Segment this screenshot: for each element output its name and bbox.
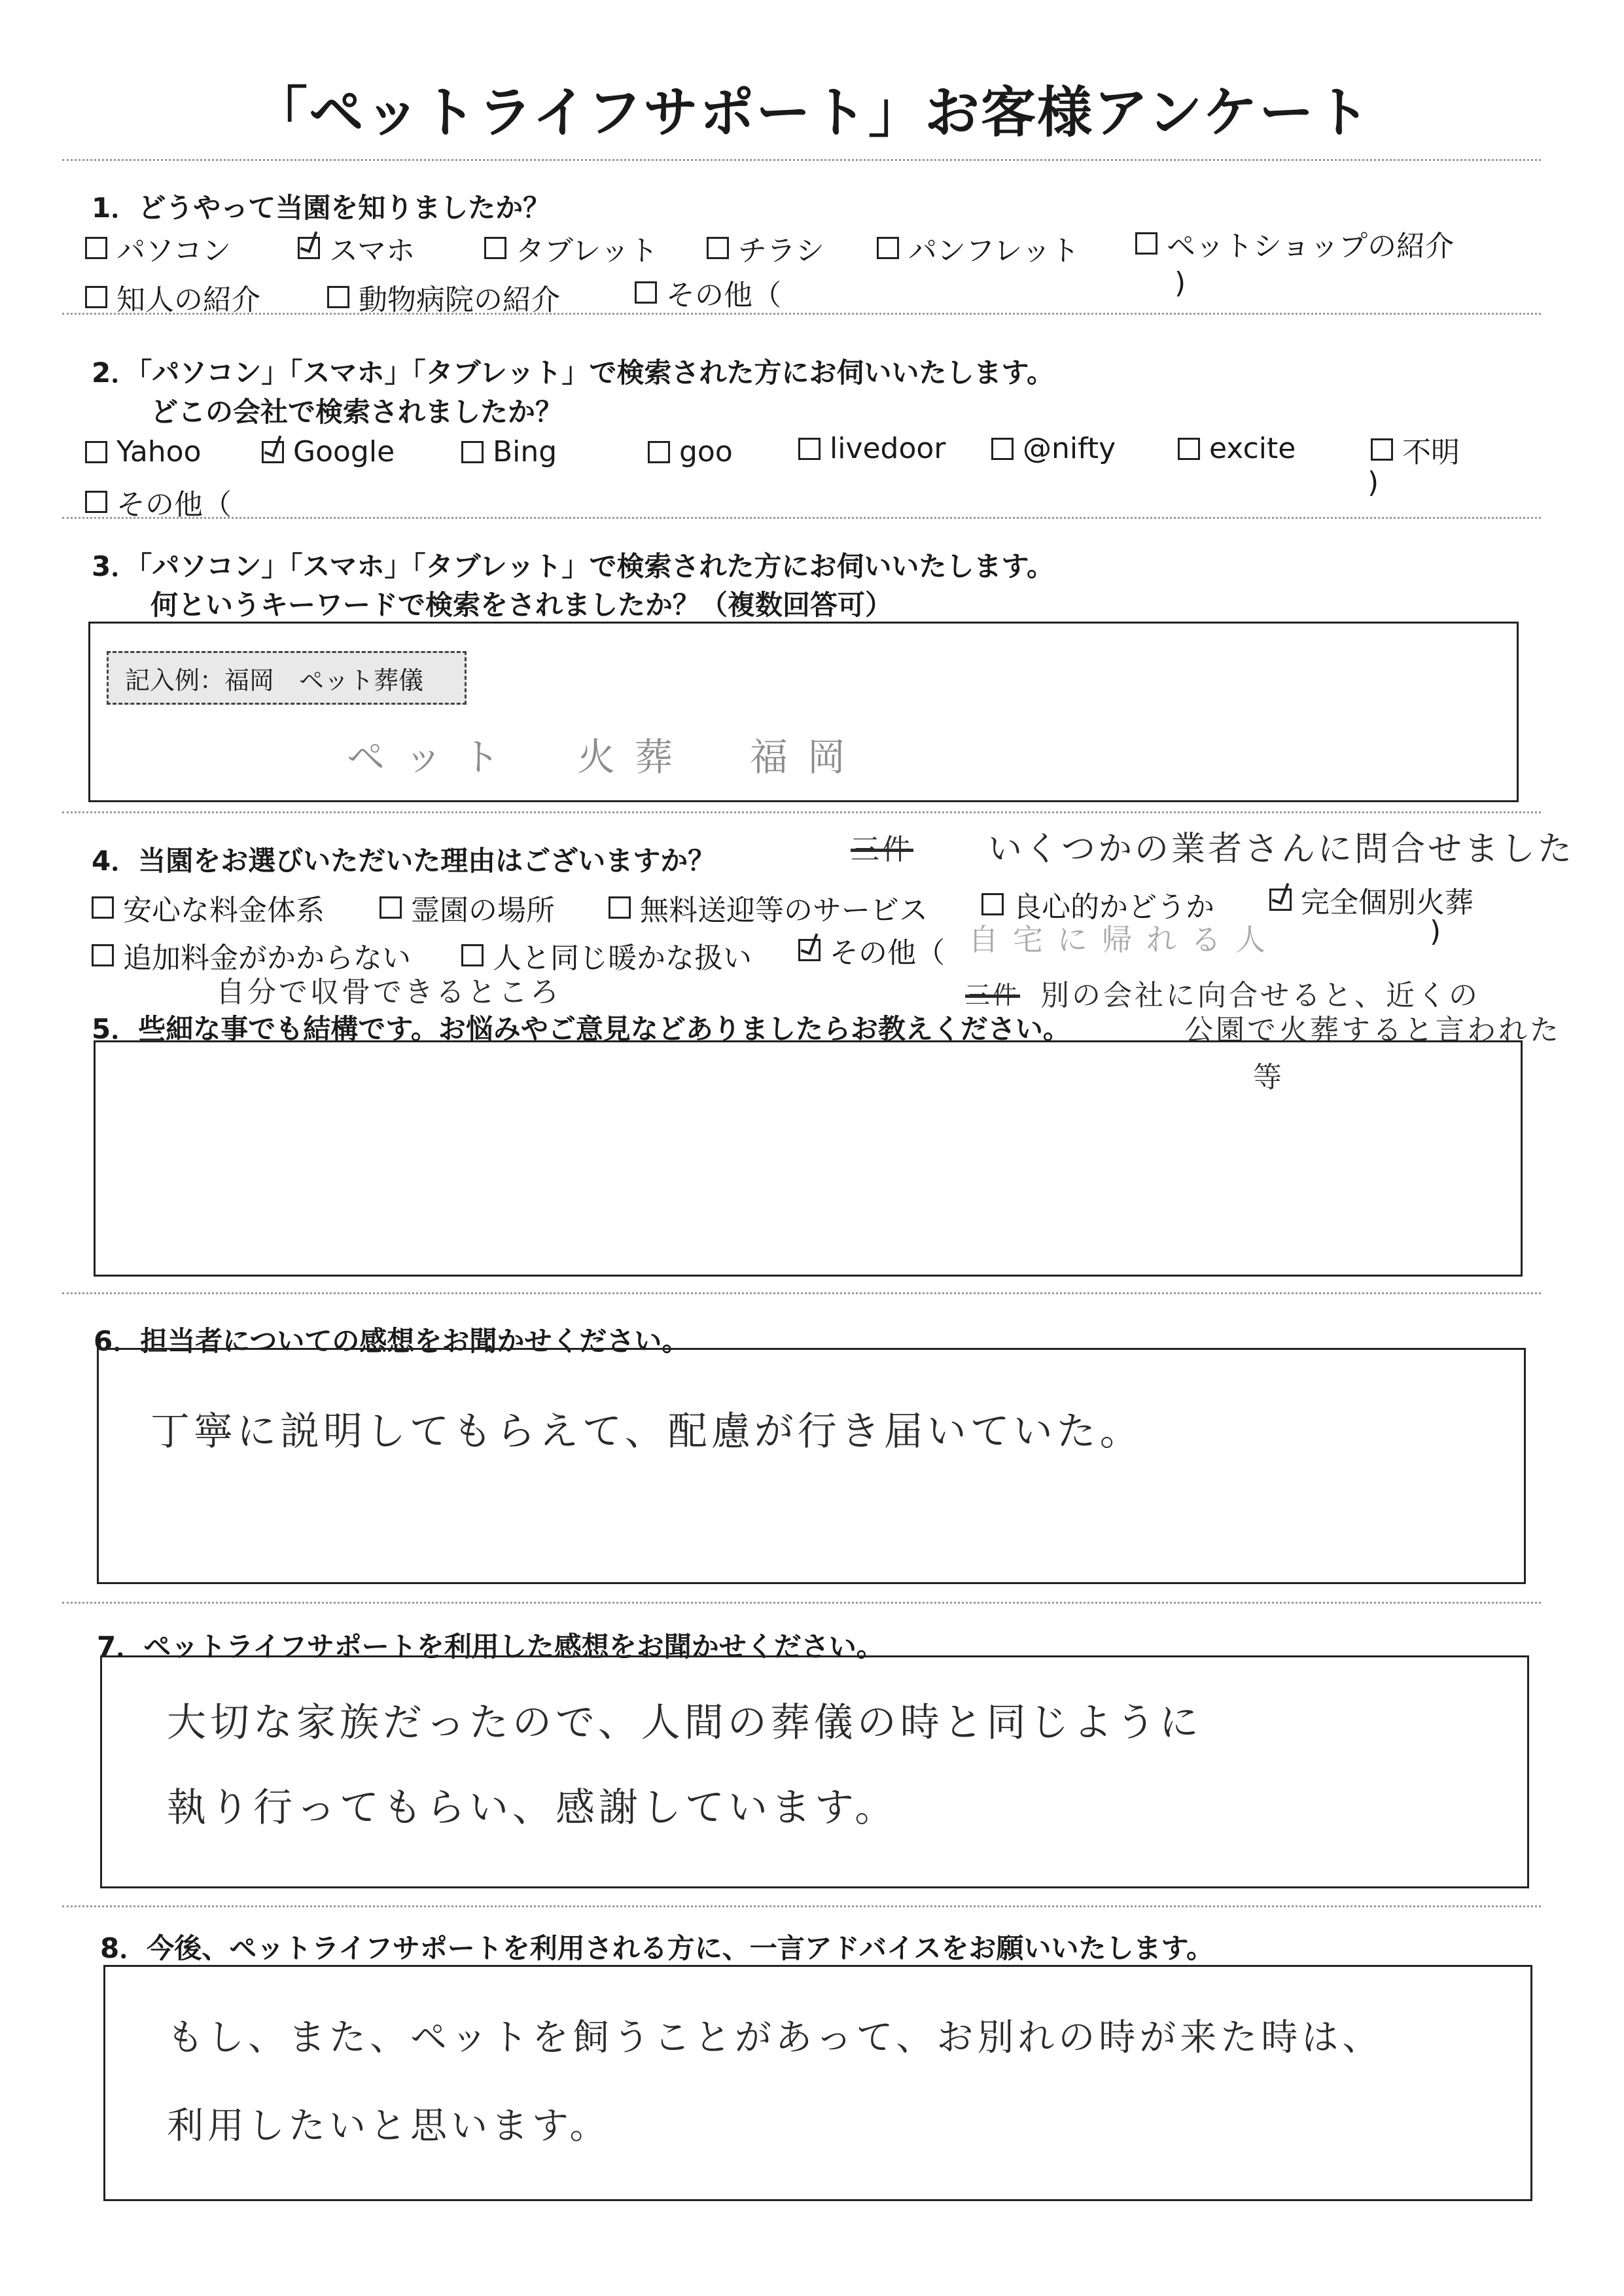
q4-faint-text: 自宅に帰れる人	[968, 922, 1280, 957]
checkbox-icon[interactable]	[798, 438, 821, 460]
q2-option-goo[interactable]: goo	[648, 435, 733, 468]
q2-option-google[interactable]: Google	[262, 435, 395, 468]
q4-option-warm-treatment[interactable]: 人と同じ暖かな扱い	[461, 934, 752, 976]
checkbox-icon[interactable]	[92, 944, 114, 966]
separator	[62, 1292, 1541, 1294]
q2-option-excite[interactable]: excite	[1178, 432, 1296, 465]
q1-option-pc[interactable]: パソコン	[85, 227, 231, 269]
q7-answer-box[interactable]	[100, 1655, 1529, 1888]
q1-option-friend[interactable]: 知人の紹介	[85, 276, 260, 318]
q4-option-other[interactable]: その他（	[798, 929, 945, 971]
q2-question: 2．「パソコン」「スマホ」「タブレット」で検索された方にお伺いいたします。	[92, 357, 1055, 389]
checkbox-icon[interactable]	[635, 281, 657, 304]
q5-answer-box[interactable]	[94, 1040, 1523, 1277]
survey-title: 「ペットライフサポート」お客様アンケート	[253, 80, 1371, 145]
checkbox-icon[interactable]	[85, 237, 107, 259]
q4-note-top: いくつかの業者さんに問合せました	[988, 830, 1575, 869]
checkbox-icon[interactable]	[981, 893, 1004, 915]
q4-option-individual-cremation[interactable]: 完全個別火葬	[1269, 879, 1474, 921]
q1-option-pamphlet[interactable]: パンフレット	[877, 227, 1080, 269]
q8-answer-line2: 利用したいと思います。	[167, 2105, 610, 2147]
checkbox-icon[interactable]	[1135, 232, 1157, 255]
q4-option-price[interactable]: 安心な料金体系	[92, 887, 325, 928]
q2-option-livedoor[interactable]: livedoor	[798, 432, 945, 465]
q6-question: 6．担当者についての感想をお聞かせください。	[94, 1325, 690, 1357]
checkbox-checked-icon[interactable]	[1269, 889, 1292, 911]
q4-option-no-extra-fee[interactable]: 追加料金がかからない	[92, 934, 411, 976]
q7-answer-line1: 大切な家族だったので、人間の葬儀の時と同じように	[167, 1700, 1203, 1746]
checkbox-icon[interactable]	[484, 237, 506, 259]
q2-option-bing[interactable]: Bing	[461, 435, 557, 468]
q6-answer: 丁寧に説明してもらえて、配慮が行き届いていた。	[150, 1409, 1143, 1455]
checkbox-icon[interactable]	[327, 286, 349, 308]
checkbox-checked-icon[interactable]	[262, 441, 284, 463]
q3-question-sub: 何というキーワードで検索をされましたか？（複数回答可）	[150, 589, 893, 621]
q5-struck-note: 三件	[965, 981, 1021, 1010]
separator	[62, 1602, 1541, 1604]
q8-answer-line1: もし、また、ペットを飼うことがあって、お別れの時が来た時は、	[167, 2017, 1383, 2059]
checkbox-icon[interactable]	[461, 944, 484, 966]
separator	[62, 517, 1541, 519]
q3-question: 3．「パソコン」「スマホ」「タブレット」で検索された方にお伺いいたします。	[92, 550, 1055, 582]
q1-option-other[interactable]: その他（	[635, 272, 781, 313]
q5-note-line3: 等	[1253, 1061, 1284, 1094]
q1-option-smartphone[interactable]: スマホ	[298, 227, 415, 269]
q7-question: 7．ペットライフサポートを利用した感想をお聞かせください。	[97, 1631, 884, 1663]
checkbox-icon[interactable]	[85, 286, 107, 308]
checkbox-icon[interactable]	[707, 237, 729, 259]
checkbox-icon[interactable]	[991, 438, 1014, 460]
q2-question-sub: どこの会社で検索されましたか？	[150, 396, 563, 428]
separator	[62, 313, 1541, 315]
q1-option-petshop[interactable]: ペットショップの紹介	[1135, 222, 1454, 264]
q4-option-conscientious[interactable]: 良心的かどうか	[981, 883, 1214, 925]
checkbox-icon[interactable]	[380, 896, 402, 919]
checkbox-icon[interactable]	[609, 896, 631, 919]
separator	[62, 1905, 1541, 1907]
q4-option-location[interactable]: 霊園の場所	[380, 887, 555, 928]
q4-other-close: )	[1430, 915, 1441, 948]
q4-question: 4．当園をお選びいただいた理由はございますか？	[92, 845, 716, 877]
q2-option-other[interactable]: その他（	[85, 481, 232, 523]
q2-option-unknown[interactable]: 不明	[1371, 429, 1460, 470]
q2-option-yahoo[interactable]: Yahoo	[85, 435, 202, 468]
q5-note-line1: 別の会社に向合せると、近くの	[1040, 979, 1480, 1012]
q1-option-flyer[interactable]: チラシ	[707, 227, 824, 269]
q2-other-close: )	[1368, 466, 1379, 499]
separator	[62, 811, 1541, 813]
q4-struck-note: 三件	[851, 833, 913, 866]
checkbox-icon[interactable]	[1178, 438, 1200, 460]
q5-note-line2: 公園で火葬すると言われた	[1184, 1014, 1561, 1047]
checkbox-icon[interactable]	[877, 237, 899, 259]
q1-question: 1．どうやって当園を知りましたか？	[92, 192, 551, 224]
checkbox-checked-icon[interactable]	[798, 939, 821, 961]
checkbox-icon[interactable]	[85, 491, 107, 513]
separator	[62, 159, 1541, 161]
q5-question: 5．些細な事でも結構です。お悩みやご意見などありましたらお教えください。	[92, 1013, 1070, 1045]
q3-example: 記入例：福岡 ペット葬儀	[107, 651, 467, 705]
checkbox-checked-icon[interactable]	[298, 237, 320, 259]
q1-option-tablet[interactable]: タブレット	[484, 227, 658, 269]
checkbox-icon[interactable]	[92, 896, 114, 919]
q1-other-close: )	[1174, 266, 1186, 300]
checkbox-icon[interactable]	[461, 441, 484, 463]
q4-note-below: 自分で収骨できるところ	[216, 976, 561, 1009]
q4-option-pickup[interactable]: 無料送迎等のサービス	[609, 887, 928, 928]
checkbox-icon[interactable]	[1371, 438, 1393, 461]
checkbox-icon[interactable]	[85, 441, 107, 463]
q6-answer-box[interactable]	[97, 1348, 1526, 1584]
q8-answer-box[interactable]	[103, 1965, 1532, 2201]
q1-option-vet[interactable]: 動物病院の紹介	[327, 276, 560, 318]
q2-option-nifty[interactable]: @nifty	[991, 432, 1116, 465]
checkbox-icon[interactable]	[648, 441, 670, 463]
q3-answer: ペット 火葬 福岡	[347, 735, 866, 779]
q7-answer-line2: 執り行ってもらい、感謝しています。	[167, 1785, 898, 1831]
q8-question: 8．今後、ペットライフサポートを利用される方に、一言アドバイスをお願いいたします。	[100, 1932, 1214, 1964]
